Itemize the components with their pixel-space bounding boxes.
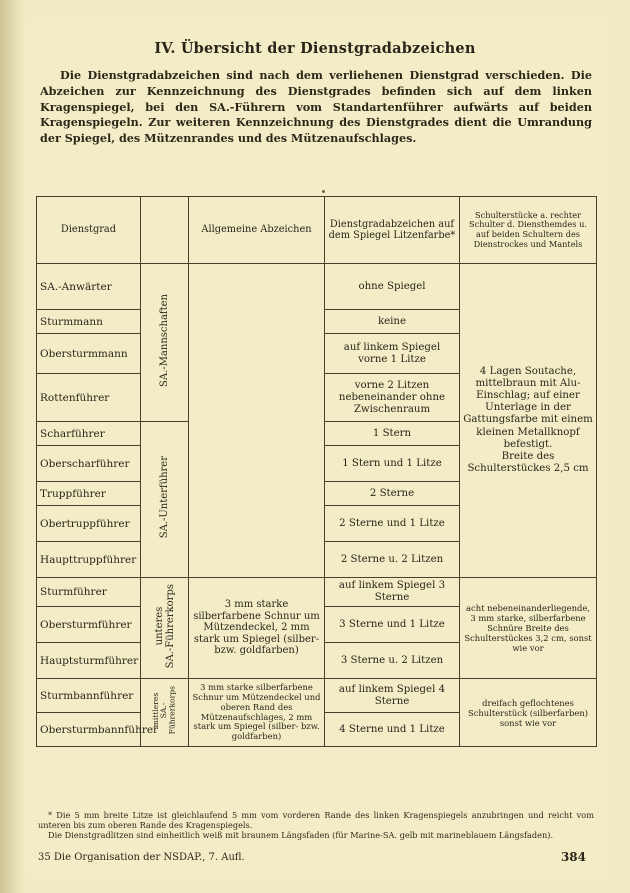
group-mannschaften (141, 264, 189, 422)
badge-cell: ohne Spiegel (325, 264, 460, 310)
rank-cell: Truppführer (37, 482, 141, 506)
rank-cell: Obertruppführer (37, 506, 141, 542)
document-page (24, 22, 606, 874)
badge-cell: vorne 2 Litzen nebeneinander ohne Zwischenraum (325, 374, 460, 422)
group-mittlere-fuehrer (141, 679, 189, 747)
rank-cell: Hauptsturmführer (37, 643, 141, 679)
general-cell-mittlere: 3 mm starke silberfarbene Schnur um Mützendeckel und oberen Rand des Mützenaufschlages, 2 mm stark um Spiegel (silber- bzw. goldfarben) (189, 679, 325, 747)
page-heading: IV. Übersicht der Dienstgradabzeichen (154, 40, 476, 57)
table-header-row (37, 197, 597, 264)
badge-cell: 2 Sterne und 1 Litze (325, 506, 460, 542)
badge-cell: keine (325, 310, 460, 334)
rank-cell: Obersturmführer (37, 607, 141, 643)
header-badge: Dienstgradabzeichen auf dem Spiegel Litzenfarbe* (325, 197, 460, 264)
badge-cell: 4 Sterne und 1 Litze (325, 713, 460, 747)
shoulder-cell-mann-unter (460, 264, 597, 578)
print-dot (322, 190, 325, 193)
rank-cell: Sturmbannführer (37, 679, 141, 713)
table-row (37, 264, 597, 310)
rank-cell: Scharführer (37, 422, 141, 446)
header-group (141, 197, 189, 264)
table-row (37, 679, 597, 713)
book-spine-shadow (0, 0, 26, 893)
footer-source: 35 Die Organisation der NSDAP., 7. Aufl. (38, 852, 245, 863)
shoulder-text: 4 Lagen Soutache, mittelbraun mit Alu-Einschlag; auf einer Unterlage in der Gattungsfarbe mit einem kleinen Metallknopf befestigt. (463, 365, 593, 450)
rank-cell: Sturmführer (37, 578, 141, 607)
general-cell-untere: 3 mm starke silberfarbene Schnur um Mützendeckel, 2 mm stark um Spiegel (silber- bzw. goldfarben) (189, 578, 325, 679)
badge-cell: 1 Stern und 1 Litze (325, 446, 460, 482)
badge-cell: 3 Sterne und 1 Litze (325, 607, 460, 643)
rank-cell: SA.-Anwärter (37, 264, 141, 310)
badge-cell: 2 Sterne (325, 482, 460, 506)
group-label: mittleres SA.- Führerkorps (151, 686, 177, 735)
shoulder-width-text: Breite des Schulterstückes 2,5 cm (467, 451, 589, 475)
badge-cell: auf linkem Spiegel 4 Sterne (325, 679, 460, 713)
rank-cell: Haupttruppführer (37, 542, 141, 578)
intro-text: Die Dienstgradabzeichen sind nach dem verliehenen Dienstgrad verschieden. Die Abzeichen zur Kennzeichnung des Dienstgrades befinden sich auf dem linken Kragenspiegel, bei den SA.-Führern vom Standartenführer aufwärts auf beiden Kragenspiegeln. Zur weiteren Kennzeichnung des Dienstgrades dient die Umrandung der Spiegel, des Mützenrandes und des Mützenaufschlages. (40, 68, 592, 146)
rank-cell: Obersturmmann (37, 334, 141, 374)
rank-cell: Sturmmann (37, 310, 141, 334)
group-label: SA.-Unterführer (159, 456, 170, 539)
badge-cell: auf linkem Spiegel vorne 1 Litze (325, 334, 460, 374)
group-label: unteres SA.-Führerkorps (153, 583, 176, 669)
page-number: 384 (560, 850, 586, 864)
table-footnote (38, 811, 594, 840)
intro-paragraph (40, 68, 592, 147)
badge-cell: 2 Sterne u. 2 Litzen (325, 542, 460, 578)
header-shoulder: Schulterstücke a. rechter Schulter d. Diensthemdes u. auf beiden Schultern des Dienstrockes und Mantels (460, 197, 597, 264)
table-row (37, 578, 597, 607)
header-rank: Dienstgrad (37, 197, 141, 264)
badge-cell: auf linkem Spiegel 3 Sterne (325, 578, 460, 607)
shoulder-cell-mittlere: dreifach geflochtenes Schulterstück (silberfarben) sonst wie vor (460, 679, 597, 747)
rank-insignia-table (36, 196, 597, 747)
badge-cell: 3 Sterne u. 2 Litzen (325, 643, 460, 679)
group-label: SA.-Mannschaften (159, 294, 170, 387)
badge-cell: 1 Stern (325, 422, 460, 446)
group-unterfuehrer (141, 422, 189, 578)
rank-cell: Oberscharführer (37, 446, 141, 482)
footnote-line-1: * Die 5 mm breite Litze ist gleichlaufend 5 mm vom vorderen Rande des linken Kragenspiegels anzubringen und reicht vom unteren bis zum oberen Rande des Kragenspiegels. (38, 810, 594, 830)
header-general: Allgemeine Abzeichen (189, 197, 325, 264)
shoulder-cell-untere: acht nebeneinanderliegende, 3 mm starke, silberfarbene Schnüre Breite des Schulterstückes 3,2 cm, sonst wie vor (460, 578, 597, 679)
rank-cell: Obersturmbannführer (37, 713, 141, 747)
group-untere-fuehrer (141, 578, 189, 679)
rank-cell: Rottenführer (37, 374, 141, 422)
general-cell-empty (189, 264, 325, 578)
footnote-line-2: Die Dienstgradlitzen sind einheitlich weiß mit braunem Längsfaden (für Marine-SA. gelb mit marineblauem Längsfaden). (48, 829, 554, 840)
